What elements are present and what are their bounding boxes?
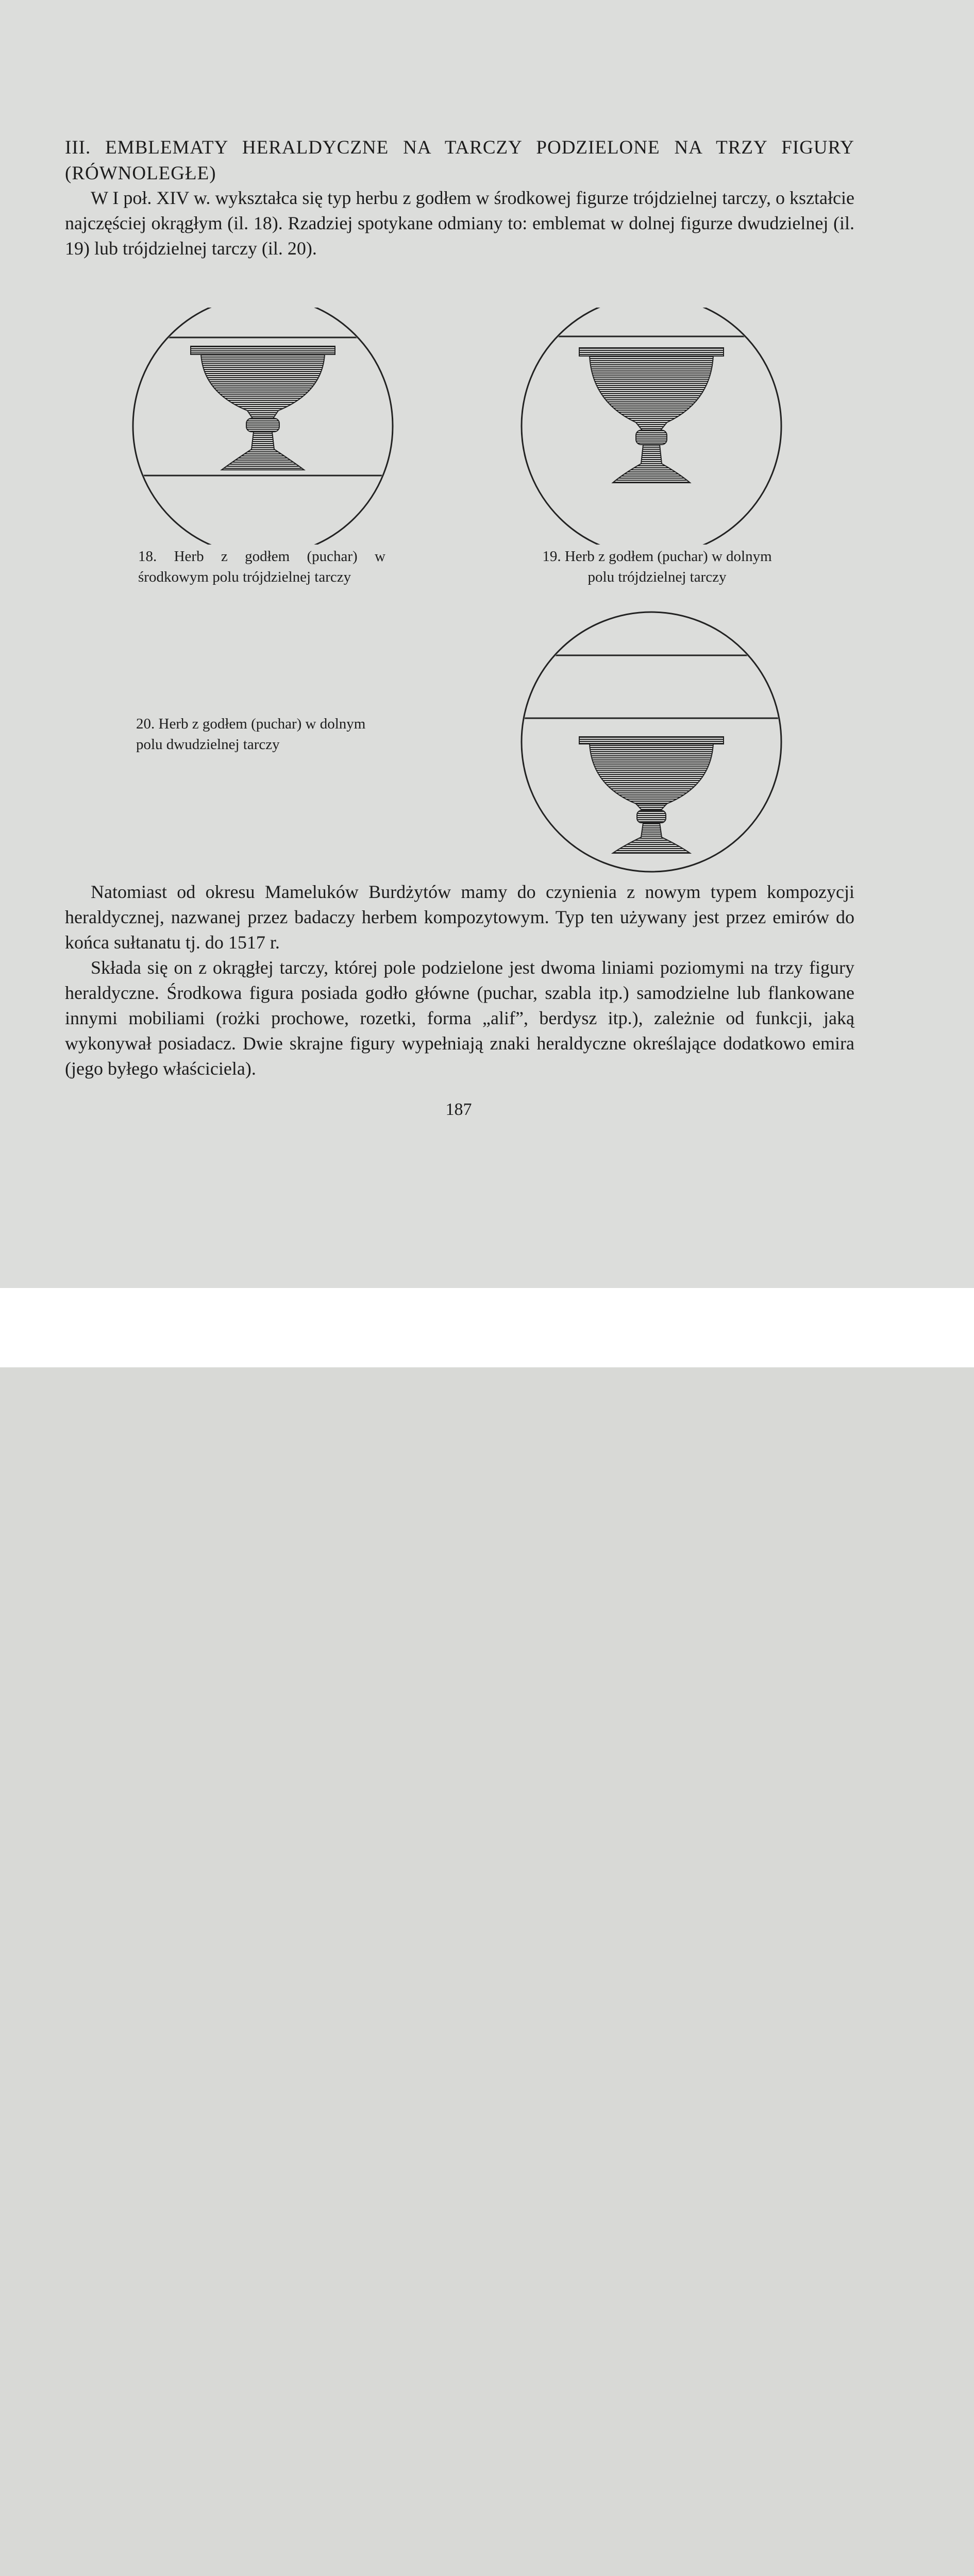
- body-paragraph-1: Natomiast od okresu Mameluków Burdżytów mamy do czynienia z nowym typem kompozycji heraldycznej, nazwanej przez badaczy herbem kompozytowym. Typ ten używany jest przez emirów do końca sułtanatu tj. do 1517 r.: [65, 882, 854, 953]
- caption-figure-18: 18. Herb z godłem (puchar) w środkowym polu trójdzielnej tarczy: [138, 548, 385, 585]
- figure-20-shield: [517, 608, 785, 876]
- body-text: [65, 879, 854, 1081]
- caption-figure-20: 20. Herb z godłem (puchar) w dolnym polu dwudzielnej tarczy: [136, 716, 366, 753]
- figure-19-shield: [517, 308, 785, 545]
- caption-figure-19: 19. Herb z godłem (puchar) w dolnym polu trójdzielnej tarczy: [542, 548, 772, 585]
- intro-paragraph: [65, 185, 854, 261]
- cup-shield-icon: [129, 308, 397, 545]
- section-heading: III. EMBLEMATY HERALDYCZNE NA TARCZY PODZIELONE NA TRZY FIGURY (RÓWNOLEGŁE): [65, 137, 854, 184]
- figure-18-shield: [129, 308, 397, 545]
- page-number: 187: [445, 1100, 472, 1119]
- footer-bar: [0, 1288, 974, 1367]
- cup-shield-icon: [517, 308, 785, 545]
- body-paragraph-2: Składa się on z okrągłej tarczy, której pole podzielone jest dwoma liniami poziomymi na trzy figury heraldyczne. Środkowa figura posiada godło główne (puchar, szabla itp.) samodzielne lub flankowane innymi mobiliami (rożki prochowe, rozetki, forma „alif”, berdysz itp.), zależnie od funkcji, jaką wykonywał posiadacz. Dwie skrajne figury wypełniają znaki heraldyczne określające dodatkowo emira (jego byłego właściciela).: [65, 957, 854, 1079]
- cup-shield-icon: [517, 608, 785, 876]
- intro-text: W I poł. XIV w. wykształca się typ herbu z godłem w środkowej figurze trójdzielnej tarczy, o kształcie najczęściej okrągłym (il. 18). Rzadziej spotykane odmiany to: emblemat w dolnej figurze dwudzielnej (il. 19) lub trójdzielnej tarczy (il. 20).: [65, 188, 854, 259]
